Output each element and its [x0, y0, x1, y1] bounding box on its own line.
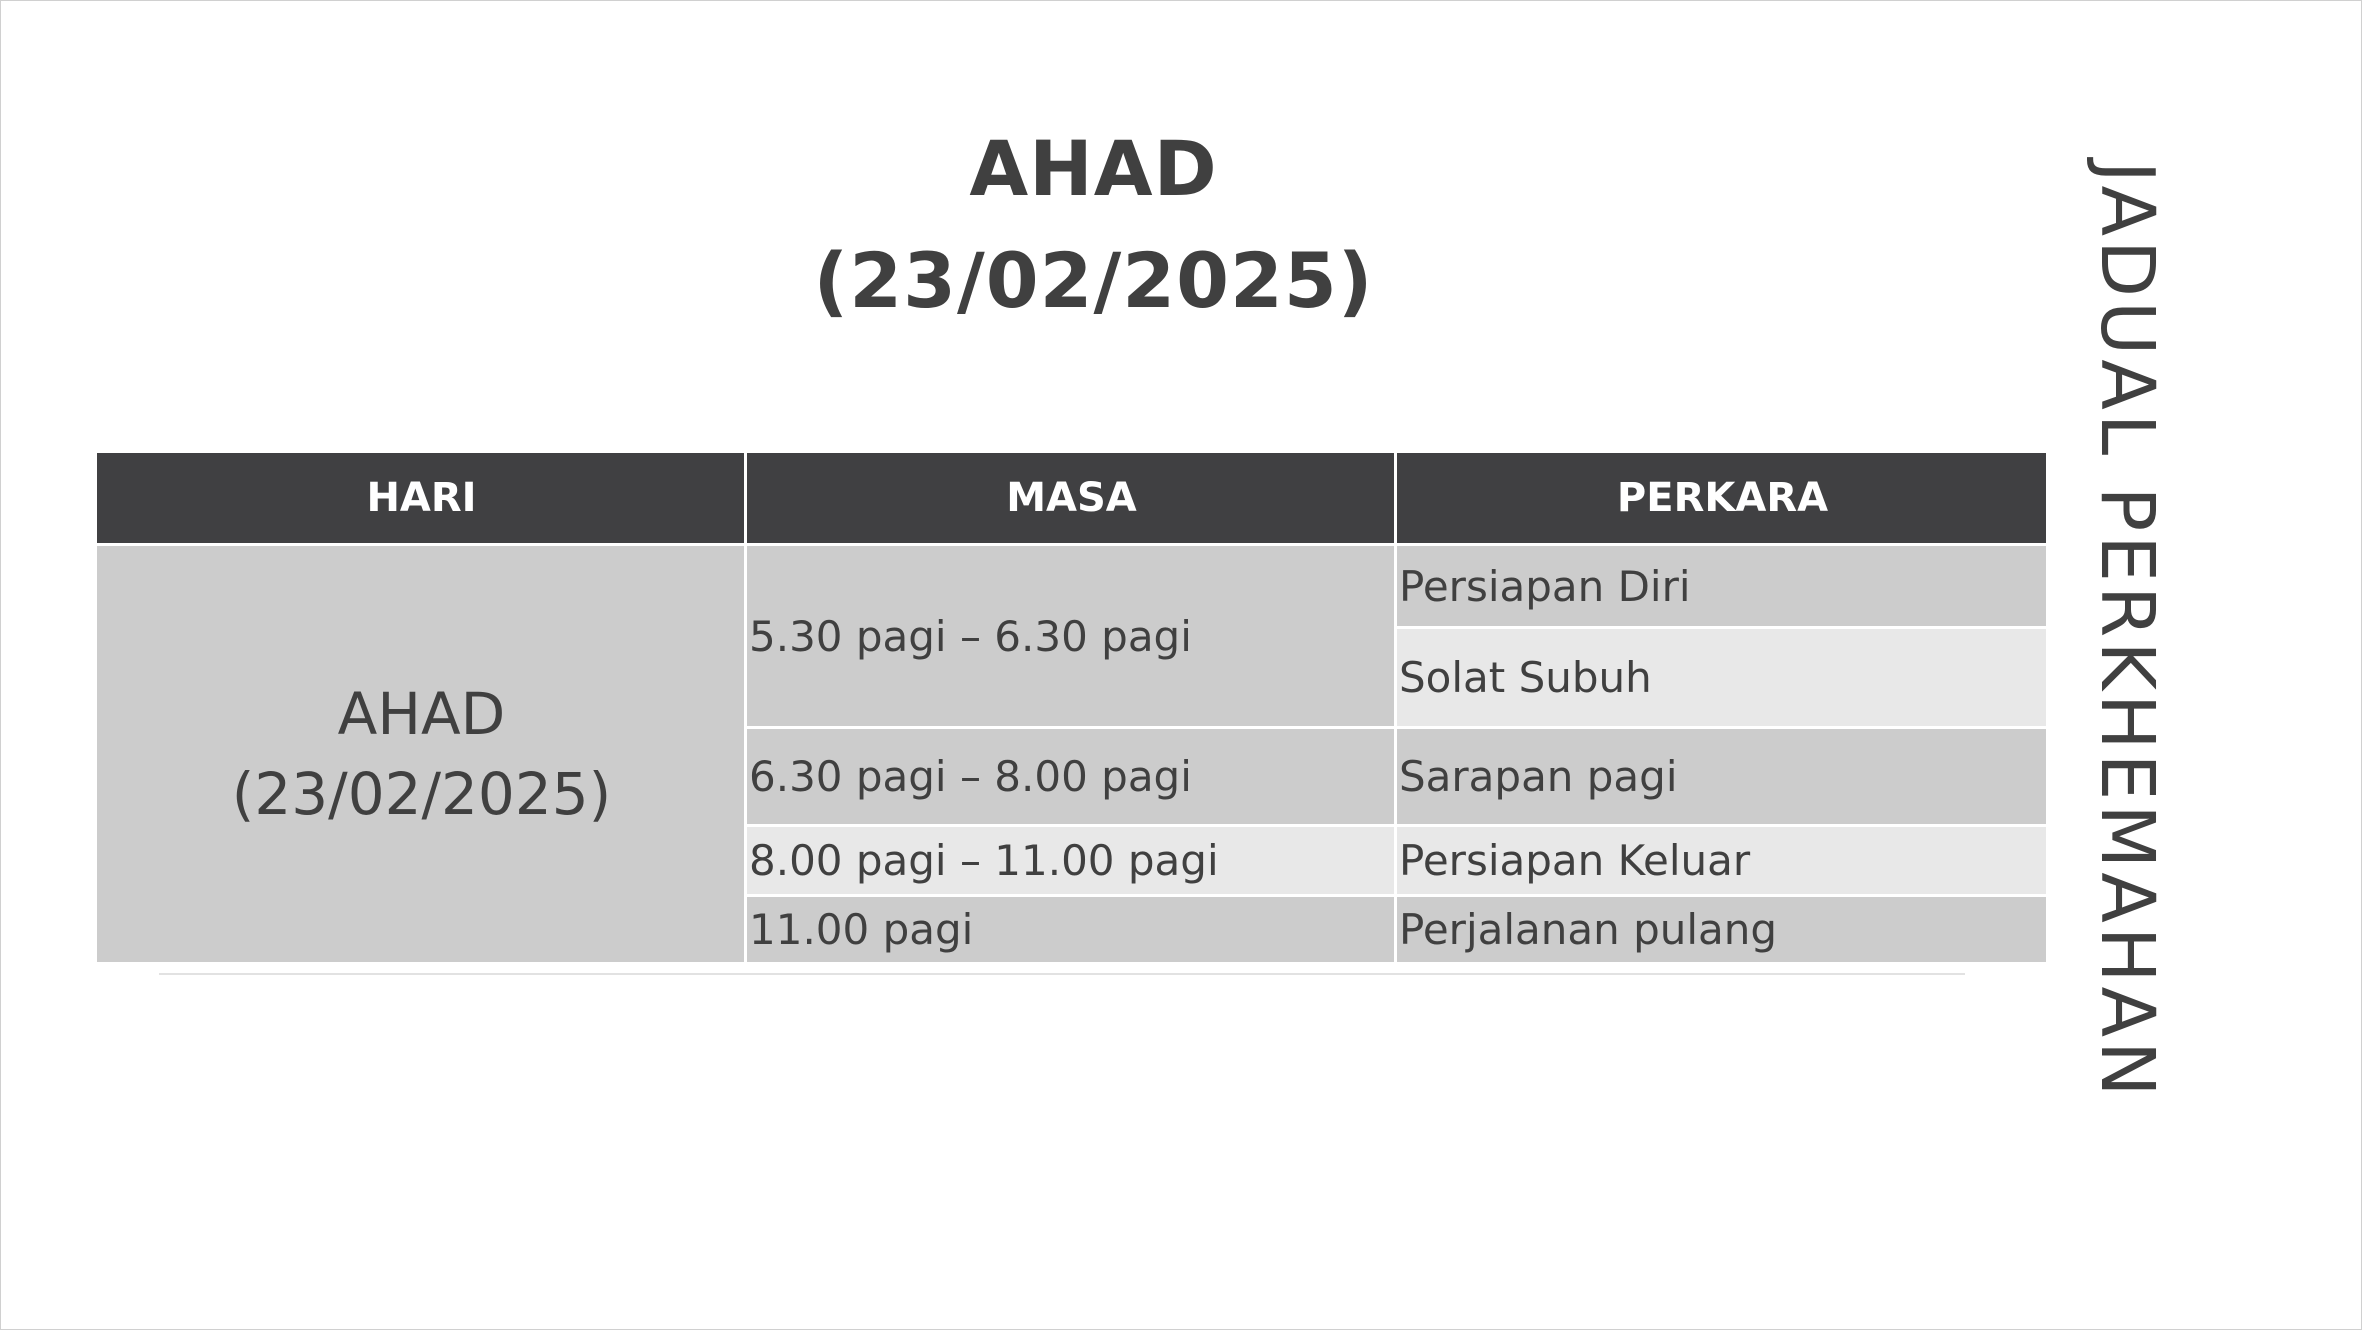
header-perkara: PERKARA: [1396, 452, 2048, 545]
header-masa: MASA: [746, 452, 1396, 545]
title-day: AHAD: [969, 124, 1218, 213]
page-title: [701, 113, 1486, 337]
divider: [159, 973, 1965, 975]
activity-cell: Sarapan pagi: [1396, 728, 2048, 826]
table-row: [96, 545, 2048, 628]
time-cell: 6.30 pagi – 8.00 pagi: [746, 728, 1396, 826]
time-cell: 8.00 pagi – 11.00 pagi: [746, 826, 1396, 896]
day-name: AHAD: [337, 680, 506, 748]
table-header-row: [96, 452, 2048, 545]
activity-cell: Solat Subuh: [1396, 628, 2048, 728]
time-cell: 11.00 pagi: [746, 896, 1396, 964]
side-title: JADUAL PERKHEMAHAN: [2084, 161, 2170, 1101]
day-date: (23/02/2025): [231, 760, 612, 828]
day-cell: [96, 545, 746, 964]
activity-cell: Perjalanan pulang: [1396, 896, 2048, 964]
activity-cell: Persiapan Diri: [1396, 545, 2048, 628]
header-hari: HARI: [96, 452, 746, 545]
activity-cell: Persiapan Keluar: [1396, 826, 2048, 896]
time-cell: 5.30 pagi – 6.30 pagi: [746, 545, 1396, 728]
schedule-table: [94, 450, 2049, 965]
title-date: (23/02/2025): [813, 236, 1374, 325]
